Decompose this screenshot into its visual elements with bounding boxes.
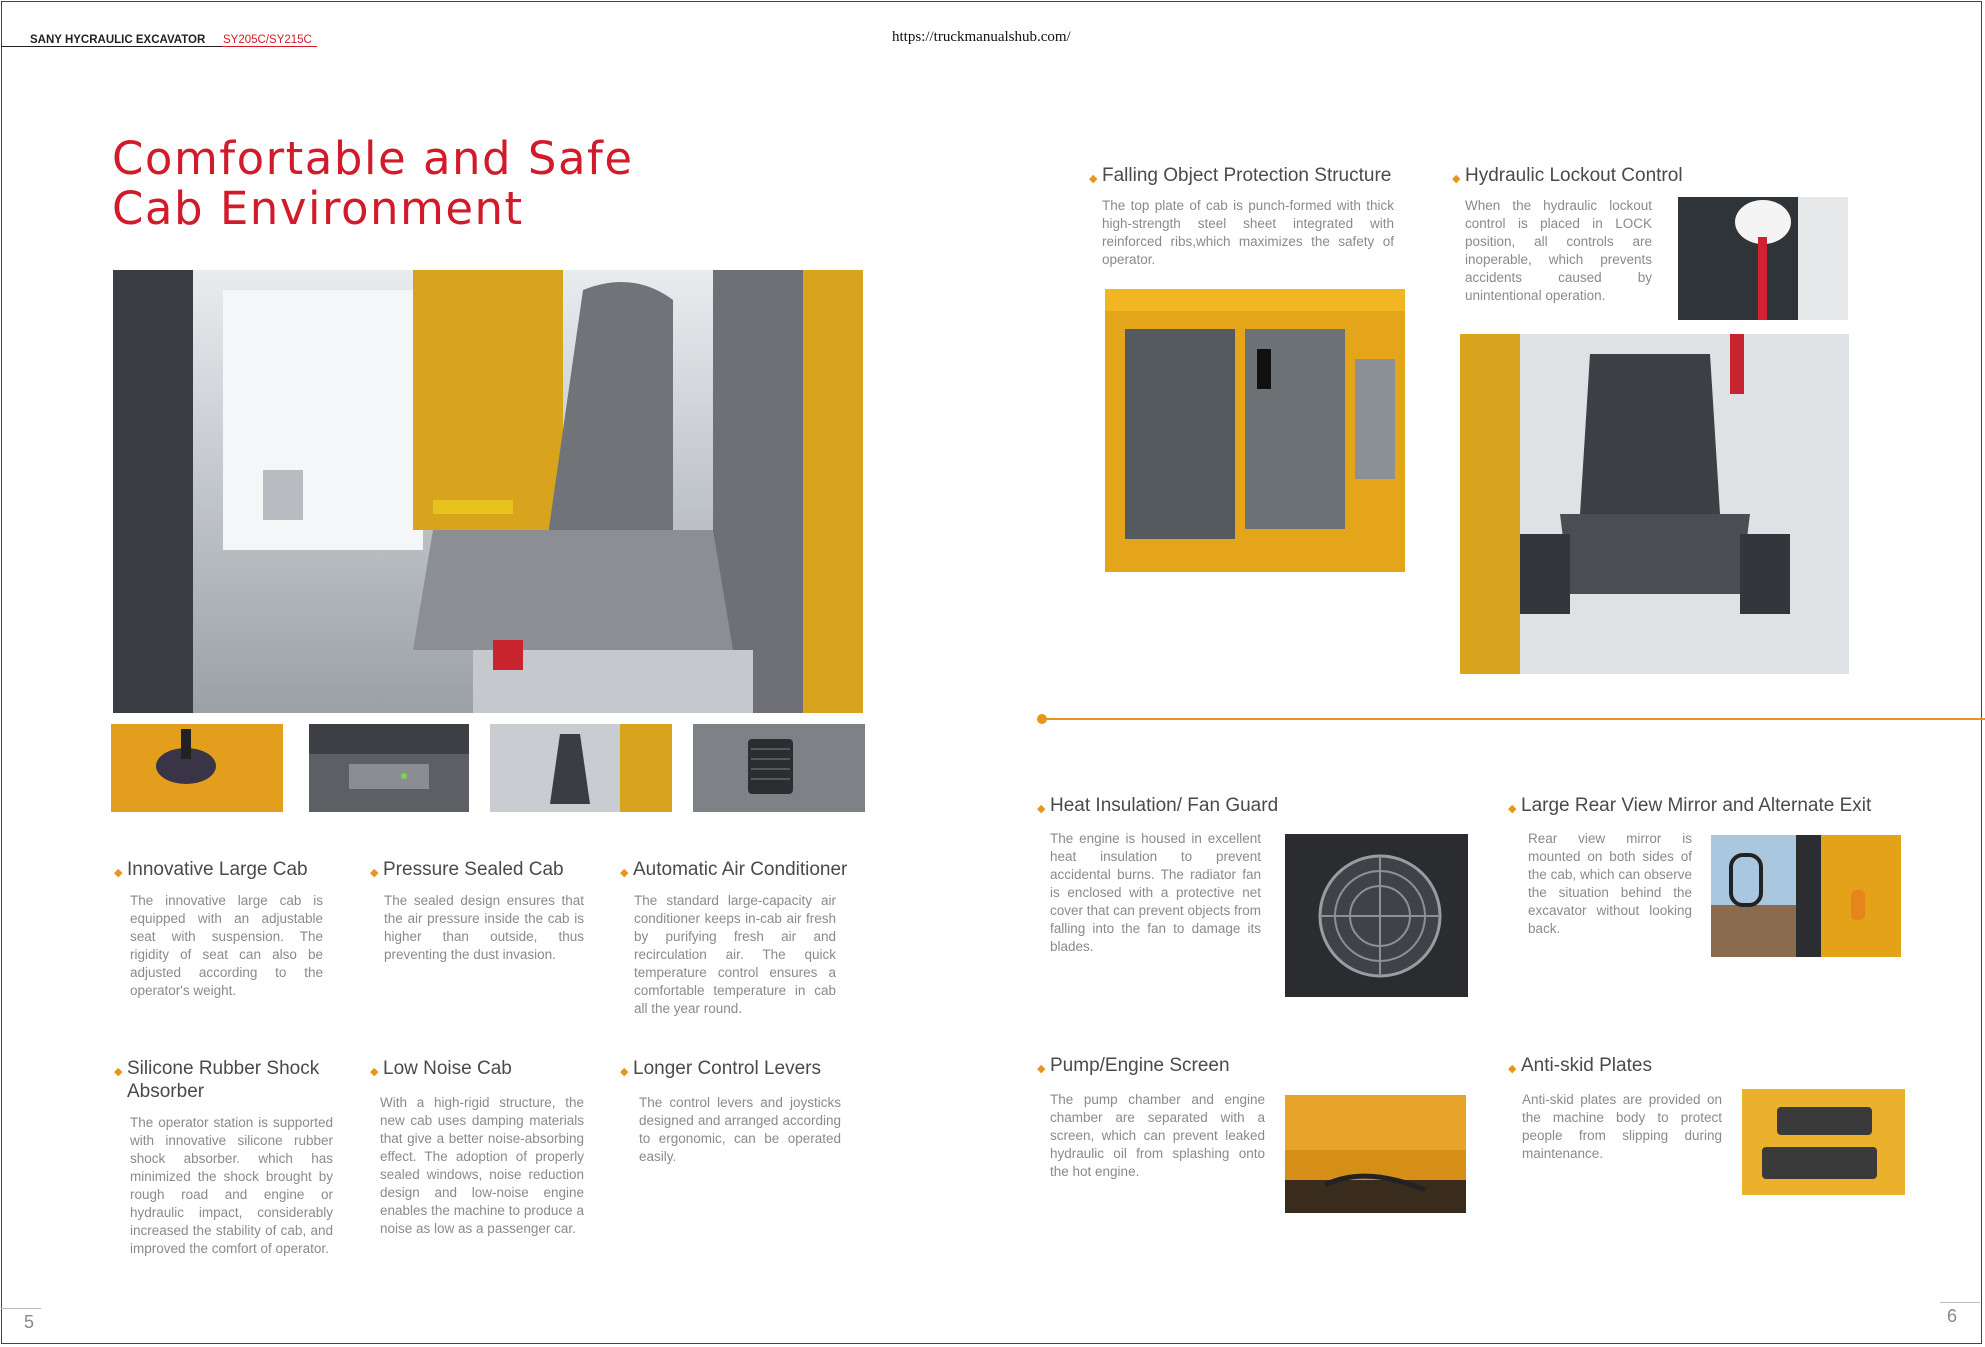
feature-heading-low-noise-cab: ◆ Low Noise Cab	[383, 1057, 603, 1080]
engine-screen-photo	[1285, 1095, 1466, 1213]
diamond-bullet-icon: ◆	[620, 1066, 629, 1078]
feature-body-anti-skid-plates: Anti-skid plates are provided on the machine body to protect people from slipping during maintenance.	[1522, 1092, 1722, 1161]
section-divider	[1043, 718, 1985, 720]
feature-heading-longer-control-levers: ◆ Longer Control Levers	[633, 1057, 873, 1080]
header-model: SY205C/SY215C	[223, 34, 312, 46]
feature-heading-heat-insulation-fan-guard: ◆ Heat Insulation/ Fan Guard	[1050, 794, 1350, 817]
thumbnail-cab-seat-base	[111, 724, 283, 812]
feature-body-automatic-air-conditioner: The standard large-capacity air conditioner keeps in-cab air fresh by purifying fresh air and recirculation air. The quick temperature control ensures a comfortable temperature in cab all the year round.	[634, 893, 836, 1016]
feature-body-pressure-sealed-cab: The sealed design ensures that the air pressure inside the cab is higher than outside, thus preventing the dust invasion.	[384, 893, 584, 962]
feature-body-longer-control-levers: The control levers and joysticks designed and arranged according to ergonomic, can be operated easily.	[639, 1095, 841, 1164]
diamond-bullet-icon: ◆	[114, 867, 123, 879]
feature-heading-rear-view-mirror-alternate-exit: ◆ Large Rear View Mirror and Alternate Exit	[1521, 794, 1941, 817]
rear-view-mirror-photo	[1711, 835, 1901, 957]
lockout-lever-photo	[1678, 197, 1848, 320]
cab-exterior-photo	[1105, 289, 1405, 572]
anti-skid-plates-photo	[1742, 1089, 1905, 1195]
fan-guard-photo	[1285, 834, 1468, 997]
operator-seat-photo	[1460, 334, 1849, 674]
feature-body-silicone-rubber-shock-absorber: The operator station is supported with innovative silicone rubber shock absorber. which has minimized the shock brought by rough road and engine or hydraulic impact, considerably increased the stability of cab, and improved the comfort of operator.	[130, 1115, 333, 1256]
source-url[interactable]: https://truckmanualshub.com/	[892, 29, 1071, 45]
feature-body-rear-view-mirror-alternate-exit: Rear view mirror is mounted on both sides of the cab, which can observe the situation behind the excavator without looking back.	[1528, 831, 1692, 936]
header-rule-accent	[222, 46, 317, 47]
feature-body-hydraulic-lockout-control: When the hydraulic lockout control is placed in LOCK position, all controls are inoperable, which prevents accidents caused by unintentional operation.	[1465, 198, 1652, 303]
diamond-bullet-icon: ◆	[114, 1066, 123, 1078]
feature-body-heat-insulation-fan-guard: The engine is housed in excellent heat insulation to prevent accidental burns. The radiator fan is enclosed with a protective net cover that can prevent objects from falling into the fan to damage its blades.	[1050, 831, 1261, 954]
diamond-bullet-icon: ◆	[1037, 803, 1046, 815]
page-number-right: 6	[1947, 1306, 1958, 1326]
feature-body-falling-object-protection: The top plate of cab is punch-formed with thick high-strength steel sheet integrated with reinforced ribs,which maximizes the safety of operator.	[1102, 198, 1394, 267]
thumbnail-air-vent	[693, 724, 865, 812]
feature-heading-pump-engine-screen: ◆ Pump/Engine Screen	[1050, 1054, 1350, 1077]
feature-heading-innovative-large-cab: ◆ Innovative Large Cab	[127, 858, 347, 881]
cab-interior-photo	[113, 270, 863, 713]
diamond-bullet-icon: ◆	[370, 867, 379, 879]
feature-heading-hydraulic-lockout-control: ◆ Hydraulic Lockout Control	[1465, 164, 1725, 187]
diamond-bullet-icon: ◆	[620, 867, 629, 879]
page-number-rule-right	[1940, 1302, 1980, 1303]
page-number-rule-left	[1, 1308, 41, 1309]
feature-heading-pressure-sealed-cab: ◆ Pressure Sealed Cab	[383, 858, 603, 881]
page-title	[112, 134, 634, 234]
feature-body-low-noise-cab: With a high-rigid structure, the new cab uses damping materials that give a better noise-absorbing effect. The adoption of properly sealed windows, noise reduction design and low-noise engine enables the machine to produce a noise as low as a passenger car.	[380, 1095, 584, 1236]
feature-heading-falling-object-protection: ◆ Falling Object Protection Structure	[1102, 164, 1412, 187]
diamond-bullet-icon: ◆	[1508, 1063, 1517, 1075]
thumbnail-pressure-seal	[309, 724, 469, 812]
diamond-bullet-icon: ◆	[1452, 173, 1461, 185]
feature-body-innovative-large-cab: The innovative large cab is equipped with an adjustable seat with suspension. The rigidity of seat can also be adjusted according to the operator's weight.	[130, 893, 323, 998]
feature-heading-silicone-rubber-shock-absorber: ◆ Silicone Rubber Shock Absorber	[114, 1058, 320, 1102]
feature-heading-automatic-air-conditioner: ◆ Automatic Air Conditioner	[633, 858, 873, 881]
thumbnail-control-lever	[490, 724, 672, 812]
title-line-1: Comfortable and Safe	[112, 132, 634, 185]
header-rule	[1, 46, 222, 47]
diamond-bullet-icon: ◆	[1037, 1063, 1046, 1075]
feature-body-pump-engine-screen: The pump chamber and engine chamber are separated with a screen, which can prevent leaked hydraulic oil from splashing onto the hot engine.	[1050, 1092, 1265, 1179]
feature-heading-anti-skid-plates: ◆ Anti-skid Plates	[1521, 1054, 1821, 1077]
title-line-2: Cab Environment	[112, 182, 524, 235]
page-number-left: 5	[24, 1312, 35, 1332]
diamond-bullet-icon: ◆	[370, 1066, 379, 1078]
diamond-bullet-icon: ◆	[1508, 803, 1517, 815]
header-brand: SANY HYCRAULIC EXCAVATOR	[30, 34, 206, 46]
diamond-bullet-icon: ◆	[1089, 173, 1098, 185]
